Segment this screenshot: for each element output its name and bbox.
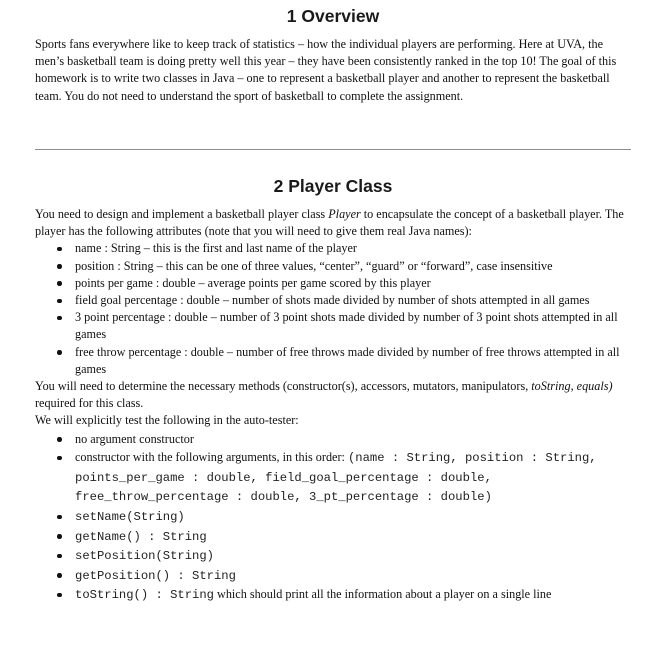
test-item-set-position <box>35 546 631 566</box>
overview-paragraph: Sports fans everywhere like to keep track of statistics – how the individual players are performing. Here at UVA, the men’s basketball team is doing pretty well this year – they have been consistently ranked in the top 10! The goal of this homework is to write two classes in Java – one to represent a basketball player and another to represent the basketball team. You do not need to understand the sport of basketball to complete the assignment. <box>35 37 617 103</box>
section-1-heading: 1 Overview <box>286 6 380 26</box>
set-position-signature: setPosition(String) <box>75 549 214 564</box>
get-position-signature: getPosition() : String <box>75 568 236 583</box>
get-name-signature: getName() : String <box>75 529 207 544</box>
attribute-item-position: position : String – this can be one of three values, “center”, “guard” or “forward”, case insensitive <box>35 258 631 275</box>
test-item-get-name <box>35 527 631 547</box>
constructor-signature-line-3: free_throw_percentage : double, 3_pt_percentage : double) <box>75 490 492 505</box>
autotest-intro: We will explicitly test the following in the auto-tester: <box>35 413 299 428</box>
player-class-intro <box>35 206 631 240</box>
autotest-list <box>35 430 631 605</box>
to-string-signature: toString() : String <box>75 588 214 603</box>
attribute-item-name: name : String – this is the first and last name of the player <box>35 240 631 257</box>
attribute-item-field-goal-percentage: field goal percentage : double – number of shots made divided by number of shots attempted in all games <box>35 292 631 309</box>
constructor-signature-line-2: points_per_game : double, field_goal_percentage : double, <box>75 470 492 485</box>
attribute-item-3-point-percentage: 3 point percentage : double – number of 3 point shots made divided by number of 3 point shots attempted in all games <box>35 309 631 343</box>
player-class-section <box>35 206 631 605</box>
attribute-item-points-per-game: points per game : double – average points per game scored by this player <box>35 275 631 292</box>
test-item-no-arg-constructor: no argument constructor <box>35 430 631 449</box>
attribute-list <box>35 240 631 378</box>
test-item-get-position <box>35 566 631 586</box>
test-item-constructor <box>35 448 631 507</box>
methods-text-2: required for this class. <box>35 396 144 411</box>
section-divider <box>35 149 631 150</box>
set-name-signature: setName(String) <box>75 510 185 525</box>
section-2-heading: 2 Player Class <box>273 176 393 196</box>
intro-class-name: Player <box>328 207 361 221</box>
methods-tostring: toString, <box>531 379 574 394</box>
methods-equals: equals) <box>576 379 613 394</box>
test-item-set-name <box>35 507 631 527</box>
constructor-description: constructor with the following arguments, in this order: <box>75 450 345 465</box>
attribute-item-free-throw-percentage: free throw percentage : double – number of free throws made divided by number of free throws attempted in all games <box>35 344 631 378</box>
to-string-description: which should print all the information about a player on a single line <box>213 587 552 602</box>
test-item-to-string <box>35 585 631 605</box>
intro-text-2: to encapsulate the concept of a basketball player. The player has the following attributes (note that you will need to give them real Java names): <box>35 207 624 239</box>
methods-text-1: You will need to determine the necessary methods (constructor(s), accessors, mutators, manipulators, <box>35 379 532 394</box>
constructor-signature-line-1: (name : String, position : String, <box>347 451 597 466</box>
methods-paragraph <box>35 378 631 412</box>
intro-text-1: You need to design and implement a basketball player class <box>35 207 329 221</box>
